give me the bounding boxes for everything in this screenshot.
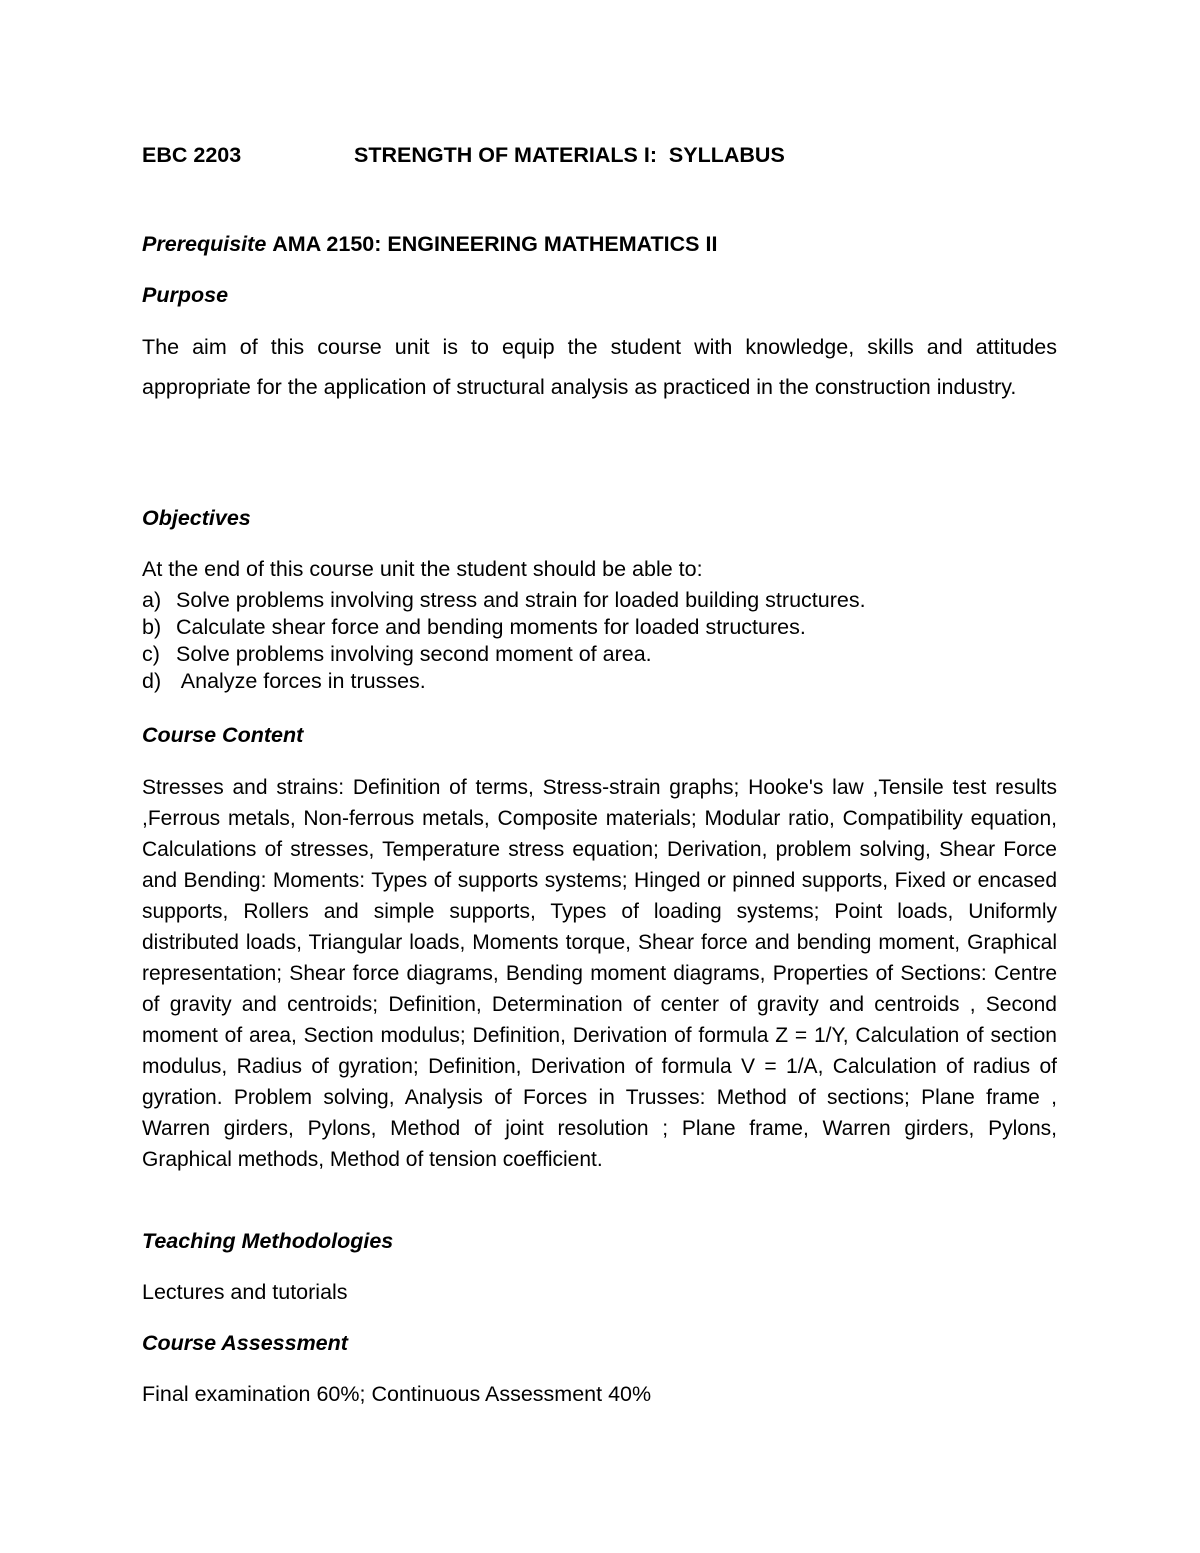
list-item-text: Solve problems involving second moment of area. — [176, 642, 652, 666]
list-item-label: c) — [142, 642, 160, 666]
list-item-label: b) — [142, 615, 162, 639]
assessment-heading: Course Assessment — [142, 1331, 348, 1355]
list-item-label: a) — [142, 588, 162, 612]
assessment-text: Final examination 60%; Continuous Assessment 40% — [142, 1382, 652, 1406]
prerequisite — [142, 231, 1057, 257]
teaching-text: Lectures and tutorials — [142, 1280, 348, 1304]
document-title — [142, 142, 1057, 168]
prerequisite-value: AMA 2150: ENGINEERING MATHEMATICS II — [272, 232, 718, 256]
list-item — [142, 614, 1057, 641]
list-item — [142, 668, 1057, 695]
purpose-text: The aim of this course unit is to equip the student with knowledge, skills and attitudes appropriate for the application of structural analysis as practiced in the construction industry. — [142, 335, 1057, 399]
list-item — [142, 641, 1057, 668]
teaching-heading: Teaching Methodologies — [142, 1229, 394, 1253]
list-item — [142, 587, 1057, 614]
course-content-heading: Course Content — [142, 723, 304, 747]
course-title: STRENGTH OF MATERIALS I: SYLLABUS — [354, 143, 785, 167]
list-item-label: d) — [142, 669, 162, 693]
list-item-text: Analyze forces in trusses. — [176, 669, 426, 693]
list-item-text: Calculate shear force and bending moments for loaded structures. — [176, 615, 806, 639]
course-code: EBC 2203 — [142, 143, 242, 167]
objectives-list — [142, 587, 1057, 695]
list-item-text: Solve problems involving stress and strain for loaded building structures. — [176, 588, 866, 612]
prerequisite-label: Prerequisite — [142, 232, 267, 256]
purpose-heading: Purpose — [142, 283, 229, 307]
course-content-text: Stresses and strains: Definition of terms, Stress-strain graphs; Hooke's law ,Tensile test results ,Ferrous metals, Non-ferrous metals, Composite materials; Modular ratio, Compatibility equation, Calculations of stresses, Temperature stress equation; Derivation, problem solving, Shear Force and Bending: Moments: Types of supports systems; Hinged or pinned supports, Fixed or encased supports, Rollers and simple supports, Types of loading systems; Point loads, Uniformly distributed loads, Triangular loads, Moments torque, Shear force and bending moment, Graphical representation; Shear force diagrams, Bending moment diagrams, Properties of Sections: Centre of gravity and centroids; Definition, Determination of center of gravity and centroids , Second moment of area, Section modulus; Definition, Derivation of formula Z = 1/Y, Calculation of section modulus, Radius of gyration; Definition, Derivation of formula V = 1/A, Calculation of radius of gyration. Problem solving, Analysis of Forces in Trusses: Method of sections; Plane frame , Warren girders, Pylons, Method of joint resolution ; Plane frame, Warren girders, Pylons, Graphical methods, Method of tension coefficient. — [142, 776, 1057, 1171]
objectives-heading: Objectives — [142, 506, 251, 530]
objectives-intro: At the end of this course unit the student should be able to: — [142, 557, 703, 581]
